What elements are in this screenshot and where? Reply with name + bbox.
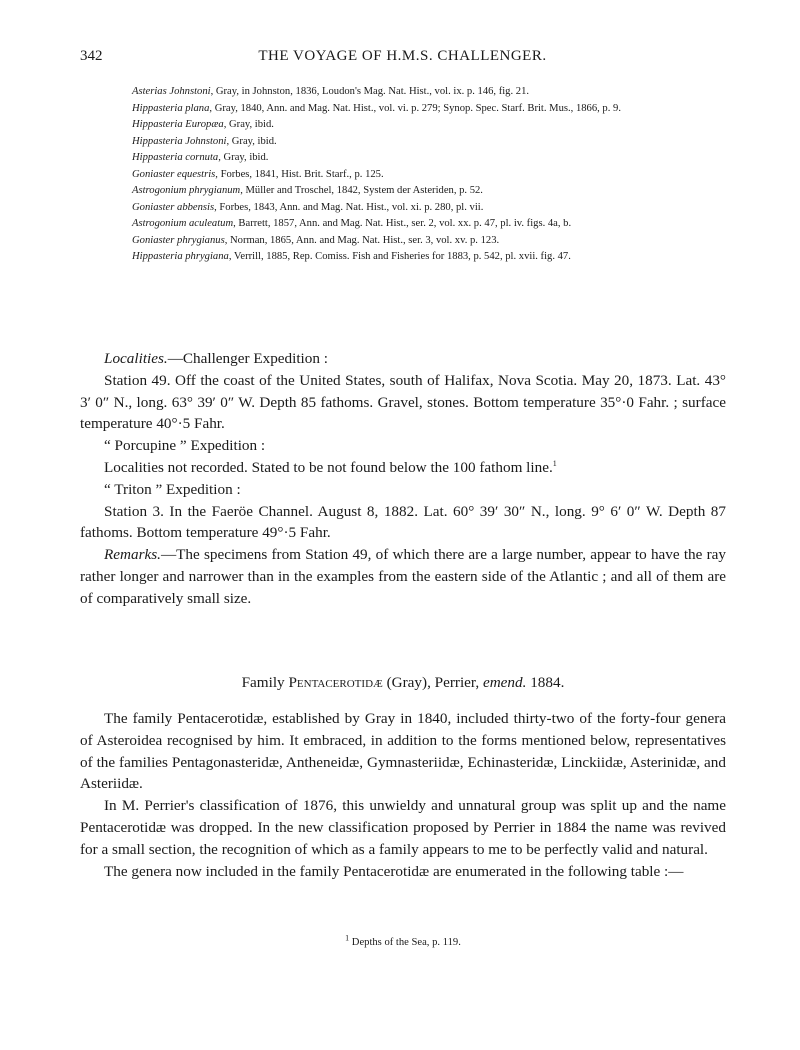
synonymy-entry — [132, 167, 727, 184]
synonymy-entry — [132, 101, 727, 118]
species-name: Goniaster abbensis — [132, 201, 215, 213]
species-reference: , Müller and Troschel, 1842, System der Asteriden, p. 52. — [240, 185, 483, 196]
species-reference: , Forbes, 1841, Hist. Brit. Starf., p. 125. — [215, 168, 384, 180]
species-name: Hippasteria plana — [132, 102, 210, 114]
species-name: Hippasteria Johnstoni — [132, 135, 227, 147]
family-emend: emend. — [482, 674, 527, 691]
species-name: Astrogonium aculeatum — [132, 218, 234, 229]
family-mid: (Gray), Perrier, — [382, 674, 483, 691]
species-reference: , Verrill, 1885, Rep. Comiss. Fish and Fisheries for 1883, p. 542, pl. xvii. fig. 47. — [228, 251, 571, 262]
family-description — [80, 708, 726, 882]
synonymy-entry — [132, 150, 727, 167]
synonymy-entry — [132, 84, 727, 101]
family-prefix: Family — [241, 674, 289, 691]
species-reference: , Barrett, 1857, Ann. and Mag. Nat. Hist., ser. 2, vol. xx. p. 47, pl. iv. figs. 4a, b. — [233, 218, 572, 229]
species-reference: , Gray, 1840, Ann. and Mag. Nat. Hist., vol. vi. p. 279; Synop. Spec. Starf. Brit. Mus., 1866, p. 9. — [209, 102, 621, 114]
species-name: Hippasteria cornuta — [132, 152, 219, 163]
synonymy-list — [132, 84, 727, 266]
species-name: Goniaster equestris — [132, 168, 216, 180]
species-reference: , Norman, 1865, Ann. and Mag. Nat. Hist., ser. 3, vol. xv. p. 123. — [224, 234, 500, 246]
page-number: 342 — [80, 48, 103, 64]
synonymy-entry — [132, 117, 727, 134]
station-49-text: Station 49. Off the coast of the United States, south of Halifax, Nova Scotia. May 20, 1873. Lat. 43° 3′ 0″ N., long. 63° 39′ 0″ W. Depth 85 fathoms. Gravel, stones. Bottom temperature 35°·0 Fahr. ; surface temperature 40°·5 Fahr. — [80, 371, 726, 433]
species-name: Goniaster phrygianus — [132, 234, 225, 246]
species-name: Asterias Johnstoni — [132, 86, 211, 97]
family-para-2: In M. Perrier's classification of 1876, this unwieldy and unnatural group was split up and the name Pentacerotidæ was dropped. In the new classification proposed by Perrier in 1884 the name was revived for a small section, the recognition of which as a family appears to me to be perfectly valid and natural. — [80, 797, 726, 858]
porcupine-text-para — [80, 457, 726, 479]
synonymy-entry — [132, 134, 727, 151]
species-name: Hippasteria Europæa — [132, 119, 224, 130]
synonymy-entry — [132, 183, 727, 200]
localities-label: Localities. — [104, 350, 168, 367]
synonymy-entry — [132, 233, 727, 250]
localities-heading — [80, 348, 726, 370]
family-name: Pentacerotidæ — [288, 674, 383, 691]
station-3-text: Station 3. In the Faeröe Channel. August 8, 1882. Lat. 60° 39′ 30″ N., long. 9° 6′ 0″ W. Depth 87 fathoms. Bottom temperature 49°·5 Fahr. — [80, 502, 726, 542]
family-heading — [80, 674, 726, 692]
localities-label-rest: —Challenger Expedition : — [167, 350, 328, 367]
species-name: Hippasteria phrygiana — [132, 251, 229, 262]
species-reference: , Gray, ibid. — [218, 152, 269, 163]
species-name: Astrogonium phrygianum — [132, 185, 241, 196]
porcupine-heading: “ Porcupine ” Expedition : — [104, 437, 266, 455]
footnote-text: Depths of the Sea, p. 119. — [349, 937, 461, 948]
remarks-para — [80, 544, 726, 609]
running-head: THE VOYAGE OF H.M.S. CHALLENGER. — [258, 48, 547, 64]
synonymy-entry — [132, 200, 727, 217]
porcupine-text: Localities not recorded. Stated to be not found below the 100 fathom line. — [104, 458, 553, 476]
page-header — [80, 48, 725, 70]
species-reference: , Forbes, 1843, Ann. and Mag. Nat. Hist., vol. xi. p. 280, pl. vii. — [214, 201, 484, 213]
localities-section — [80, 348, 726, 610]
species-reference: , Gray, ibid. — [226, 135, 277, 147]
synonymy-entry — [132, 249, 727, 266]
family-para-1: The family Pentacerotidæ, established by Gray in 1840, included thirty-two of the forty-four genera of Asteroidea recognised by him. It embraced, in addition to the forms mentioned below, representatives of the families Pentagonasteridæ, Antheneidæ, Gymnasteriidæ, Echinasteridæ, Linckiidæ, Asterinidæ, and Asteriidæ. — [80, 710, 726, 793]
species-reference: , Gray, in Johnston, 1836, Loudon's Mag. Nat. Hist., vol. ix. p. 146, fig. 21. — [210, 86, 530, 97]
footnote-reference: 1 — [552, 458, 557, 468]
synonymy-entry — [132, 216, 727, 233]
species-reference: , Gray, ibid. — [223, 119, 274, 130]
remarks-label: Remarks. — [104, 546, 161, 564]
triton-heading: “ Triton ” Expedition : — [104, 480, 241, 498]
footnote-mark: 1 — [345, 933, 350, 943]
footnote — [80, 933, 726, 948]
remarks-text: —The specimens from Station 49, of which there are a large number, appear to have the ray rather longer and narrower than in the examples from the eastern side of the Atlantic ; and all of them are of comparatively small size. — [80, 546, 726, 607]
family-para-3: The genera now included in the family Pentacerotidæ are enumerated in the following table :— — [104, 862, 684, 880]
family-year: 1884. — [526, 674, 565, 691]
